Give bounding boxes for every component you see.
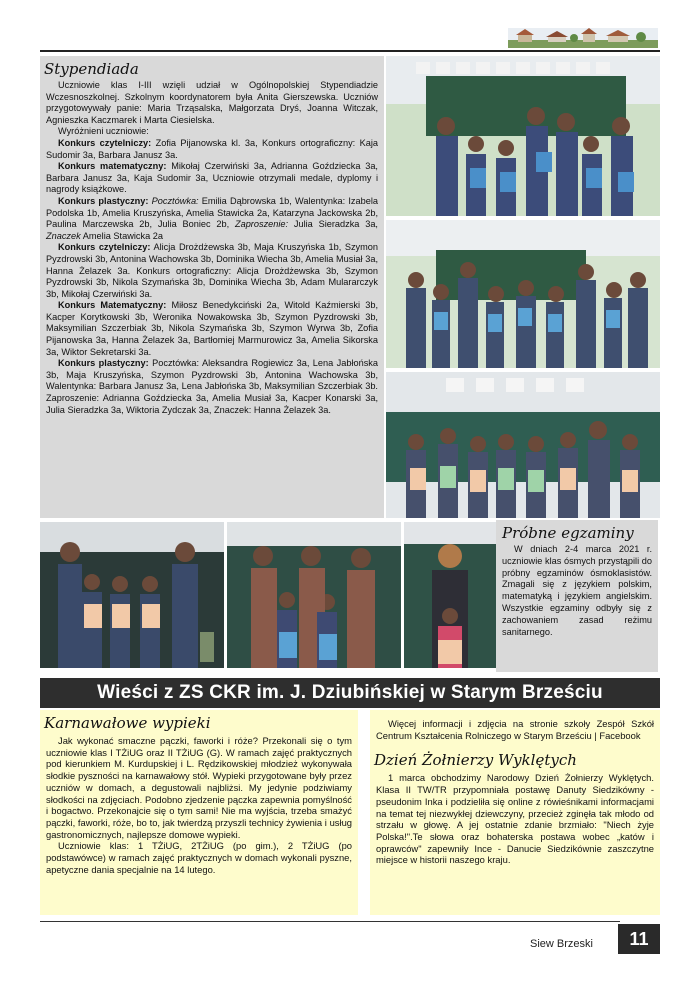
contest-text: Pocztówka: Aleksandra Rogiewicz 3a, Lena Jabłońska 3b, Maja Kruszyńska, Szymon Pyzdrowski 3b, Antonina Wachowska 3b, Walentynka: Barbara Janusz 3a, Lena Jabłońska 3b, Maksymilian Szczerbiak 3b. Zaproszenie: Adrianna Goździecka 3a, Amelia Musiał 3a, Kacper Konarski 3a, Julia Sieradzka 3a, Wiktoria Zydczak 3a, Znaczek: Hanna Żelazek 3a. bbox=[46, 358, 379, 415]
dzien-title: Dzień Żołnierzy Wyklętych bbox=[374, 751, 577, 770]
stypendiada-paragraph bbox=[46, 161, 378, 196]
contest-category: Znaczek bbox=[46, 230, 81, 241]
probne-paragraph: W dniach 2-4 marca 2021 r. uczniowie klas ósmych przystąpili do próbny egzaminów ósmoklasistów. Zmagali się z językiem polskim, matematyką i językiem angielskim. Wszystkie egzaminy odbyły się z zachowaniem zasad reżimu sanitarnego. bbox=[502, 544, 652, 637]
section-banner: Wieści z ZS CKR im. J. Dziubińskiej w Starym Brześciu bbox=[40, 678, 660, 708]
stypendiada-paragraph bbox=[46, 358, 378, 416]
contest-text: Alicja Drożdżewska 3b, Maja Kruszyńska 1b, Szymon Pyzdrowski 3b, Antonina Wachowska 3b, Dominika Wiecha 3b, Amelia Musiał 3a, Hanna Żelazek 3a. Konkurs ortograficzny: Alicja Drożdżewska 3b, Szymon Pyzdrowski 3b, Nikola Szymańska 3b, Dominika Wiecha 3b, Adam Mulararczyk 3b, Mikołaj Czerwiński 3a. bbox=[46, 242, 379, 299]
karnawal-body bbox=[46, 735, 352, 875]
dzien-paragraph: 1 marca obchodzimy Narodowy Dzień Żołnierzy Wyklętych. Klasa II TW/TR przypomniała postawę Danuty Siedzikówny - pseudonim Inka i podzieliła się online z rówieśnikami informacjami na temat tej niezwykłej dziewczyny, przecież zginęła tak młodo od strzału w głowę. A jej ostatnie zdanie brzmiało: "Niech żyje Polska!".Te słowa oraz bohaterska postawa wobec „katów i oprawców" zapewniły Ince - Danucie Siedzikównie zaszczytne miejsce w historii naszego kraju. bbox=[376, 772, 654, 866]
contest-label: Konkurs czytelniczy: bbox=[58, 242, 151, 253]
contest-label: Konkurs Matematyczny: bbox=[58, 300, 167, 311]
probne-title: Próbne egzaminy bbox=[502, 524, 634, 542]
contest-text: Miłosz Benedykciński 2a, Witold Kaźmierski 3b, Kacper Korytkowski 3b, Weronika Nowakowska 3b, Szymon Pyzdrowski 3b, Maksymilian Szczerbiak 3b, Nikola Szymańska 3b, Szymon Wyrwa 3b, Zofia Pijanowska 3a, Hanna Żelazek 3a, Bartłomiej Marmurowicz 3a, Amelia Sikorska 3a, Wiktor Sekretarski 3a. bbox=[46, 300, 378, 357]
probne-egzaminy-article bbox=[496, 520, 658, 672]
contest-text: Zofia Pijanowska kl. 3a, Konkurs ortograficzny: Kaja Sudomir 3a, Barbara Janusz 3a. bbox=[46, 137, 379, 160]
contest-label: Konkurs matematyczny: bbox=[58, 161, 167, 172]
contest-text: Mikołaj Czerwiński 3a, Adrianna Goździecka 3a, Barbara Janusz 3a, Kaja Sudomir 3a, Uczniowie otrzymali medale, dyplomy i nagrody książkowe. bbox=[46, 161, 378, 195]
stypendiada-body bbox=[46, 80, 378, 416]
karnawal-title: Karnawałowe wypieki bbox=[44, 714, 211, 732]
right-news-column bbox=[370, 710, 660, 915]
header-village-illustration bbox=[508, 28, 658, 48]
contest-text: Emilia Dąbrowska 1b, Walentynka: Izabela Podolska 1b, Amelia Kruszyńska, Amelia Stawicka 2a, Katarzyna Jackowska 2b, Paulina Marczewska 2b, Julia Boniec 2b, bbox=[46, 195, 378, 230]
photo-students-with-diplomas-2 bbox=[227, 522, 401, 668]
contest-text: Amelia Stawicka 2a bbox=[80, 230, 163, 241]
contest-text: Julia Sieradzka 3a, bbox=[288, 219, 378, 230]
stypendiada-paragraph: Uczniowie klas I-III wzięli udział w Ogólnopolskiej Stypendiadzie Wczesnoszkolnej. Szkolnym koordynatorem była Anita Gierszewska. Uczniów przygotowywały panie: Maria Trząsalska, Małgorzata Dryś, Joanna Witczak, Agnieszka Kaczmarek i Marta Ciesielska. bbox=[46, 80, 378, 125]
karnawalowe-wypieki-article bbox=[40, 710, 358, 915]
footer-publication-name: Siew Brzeski bbox=[530, 938, 593, 950]
stypendiada-title: Stypendiada bbox=[44, 60, 139, 78]
contest-category: Pocztówka: bbox=[148, 195, 199, 206]
karnawal-paragraph: Jak wykonać smaczne pączki, faworki i róże? Przekonali się o tym uczniowie klas I TŻiUG oraz II TŻiUG (G). W ramach zajęć praktycznych pod kierunkiem M. Kurdupskiej i L. Rędzikowskiej młodzież wykonywała słodkie pyszności na karnawałowy stół. Wypieki przygotowane były przez uczniów w domach, a degustowali najbliżsi. My jedynie podziwiamy słodkości na zdjęciach. Podobno zjedzenie pączka zapewnia pomyślność i bogactwo. Przekonajcie się o tym sami! Nie ma wyjścia, trzeba smażyć pączki, faworki, róże, bo to, jak twierdzą przyszli technicy żywienia i usług gastronomicznych, najlepsze domowe wypieki. bbox=[46, 735, 352, 840]
stypendiada-article bbox=[40, 56, 384, 518]
probne-body bbox=[502, 544, 652, 638]
contest-label: Konkurs plastyczny: bbox=[58, 195, 149, 206]
contest-label: Konkurs czytelniczy: bbox=[58, 137, 152, 148]
footer-rule bbox=[40, 921, 620, 922]
photo-class-with-diplomas bbox=[386, 372, 660, 518]
photo-students-with-diplomas-1 bbox=[40, 522, 224, 668]
stypendiada-paragraph bbox=[46, 138, 378, 161]
wiecej-paragraph: Więcej informacji i zdjęcia na stronie szkoły Zespół Szkół Centrum Kształcenia Rolniczego w Starym Brześciu | Facebook bbox=[376, 718, 654, 741]
contest-label: Konkurs plastyczny: bbox=[58, 358, 149, 369]
stypendiada-paragraph: Wyróżnieni uczniowie: bbox=[58, 126, 149, 137]
header-rule bbox=[40, 50, 660, 52]
photo-class-with-books-2 bbox=[386, 220, 660, 368]
stypendiada-paragraph bbox=[46, 242, 378, 300]
dzien-body bbox=[376, 772, 654, 866]
contest-category: Zaproszenie: bbox=[234, 219, 289, 230]
stypendiada-paragraph bbox=[46, 196, 378, 242]
karnawal-paragraph: Uczniowie klas: 1 TŻiUG, 2TŻiUG (po gim.), 2 TŻiUG (po podstawówce) w ramach zajęć praktycznych w domach wykonali pyszne, apetyczne dania specjalnie na 14 lutego. bbox=[46, 840, 352, 875]
page-number: 11 bbox=[618, 924, 660, 954]
stypendiada-paragraph bbox=[46, 300, 378, 358]
photo-class-with-books-1 bbox=[386, 56, 660, 216]
wiecej-body bbox=[376, 718, 654, 741]
photo-teacher-with-student bbox=[404, 522, 496, 668]
